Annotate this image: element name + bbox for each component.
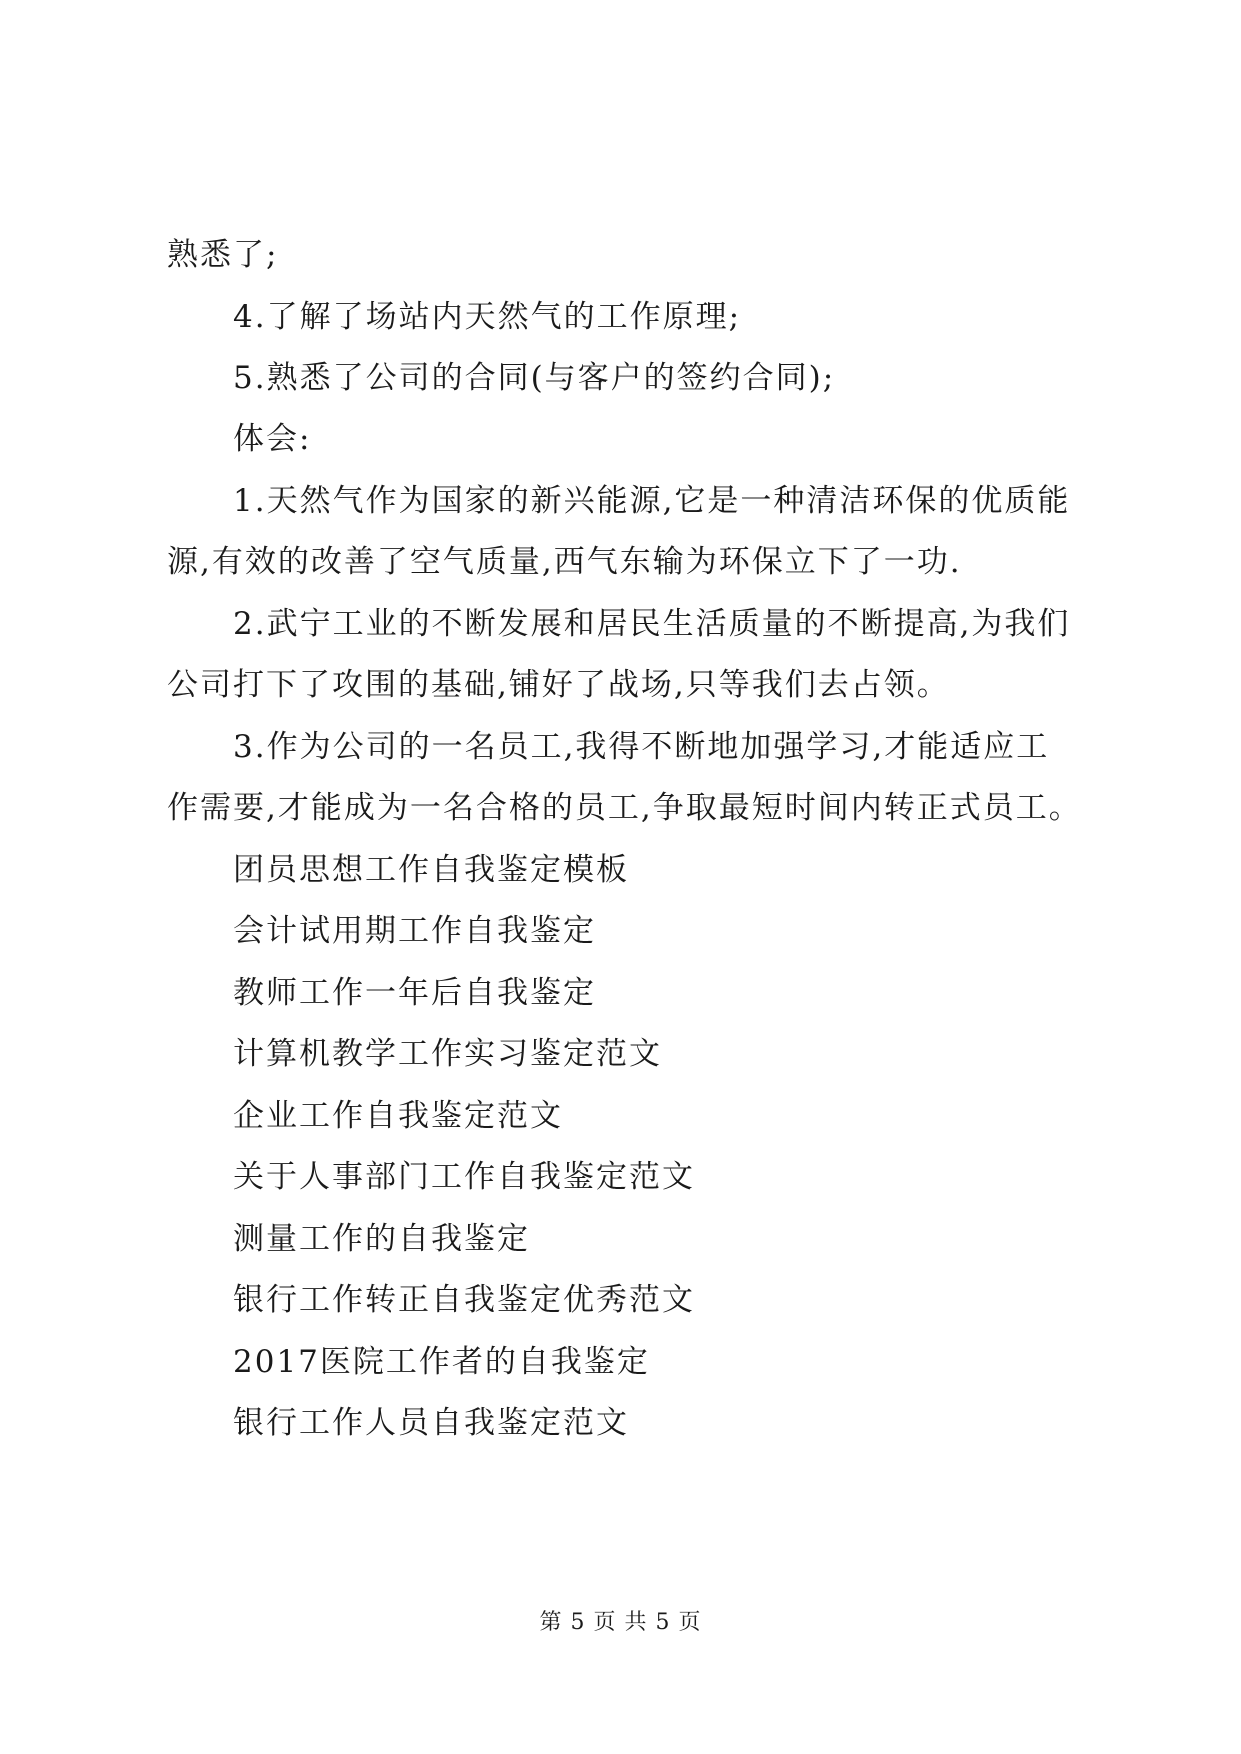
point-1-line-1: 1.天然气作为国家的新兴能源,它是一种清洁环保的优质能 <box>233 483 1071 519</box>
related-link[interactable]: 会计试用期工作自我鉴定 <box>233 913 596 949</box>
list-item-4: 4.了解了场站内天然气的工作原理; <box>233 299 742 335</box>
page-number-footer: 第 5 页 共 5 页 <box>539 1610 702 1635</box>
related-link[interactable]: 企业工作自我鉴定范文 <box>233 1098 563 1134</box>
related-link[interactable]: 关于人事部门工作自我鉴定范文 <box>233 1159 695 1195</box>
related-link[interactable]: 测量工作的自我鉴定 <box>233 1221 530 1257</box>
related-link[interactable]: 计算机教学工作实习鉴定范文 <box>233 1036 662 1072</box>
point-1-line-2: 源,有效的改善了空气质量,西气东输为环保立下了一功. <box>167 544 962 580</box>
related-link[interactable]: 2017医院工作者的自我鉴定 <box>233 1344 650 1380</box>
point-3-line-2: 作需要,才能成为一名合格的员工,争取最短时间内转正式员工。 <box>167 790 1082 826</box>
related-link[interactable]: 团员思想工作自我鉴定模板 <box>233 852 629 888</box>
point-2-line-1: 2.武宁工业的不断发展和居民生活质量的不断提高,为我们 <box>233 606 1071 642</box>
related-link[interactable]: 银行工作转正自我鉴定优秀范文 <box>233 1282 695 1318</box>
point-2-line-2: 公司打下了攻围的基础,铺好了战场,只等我们去占领。 <box>167 667 950 703</box>
related-link[interactable]: 银行工作人员自我鉴定范文 <box>233 1405 629 1441</box>
point-3-line-1: 3.作为公司的一名员工,我得不断地加强学习,才能适应工 <box>233 729 1050 765</box>
paragraph-continuation: 熟悉了; <box>167 237 279 273</box>
list-item-5: 5.熟悉了公司的合同(与客户的签约合同); <box>233 360 836 396</box>
section-heading-tihui: 体会: <box>233 421 312 457</box>
related-link[interactable]: 教师工作一年后自我鉴定 <box>233 975 596 1011</box>
